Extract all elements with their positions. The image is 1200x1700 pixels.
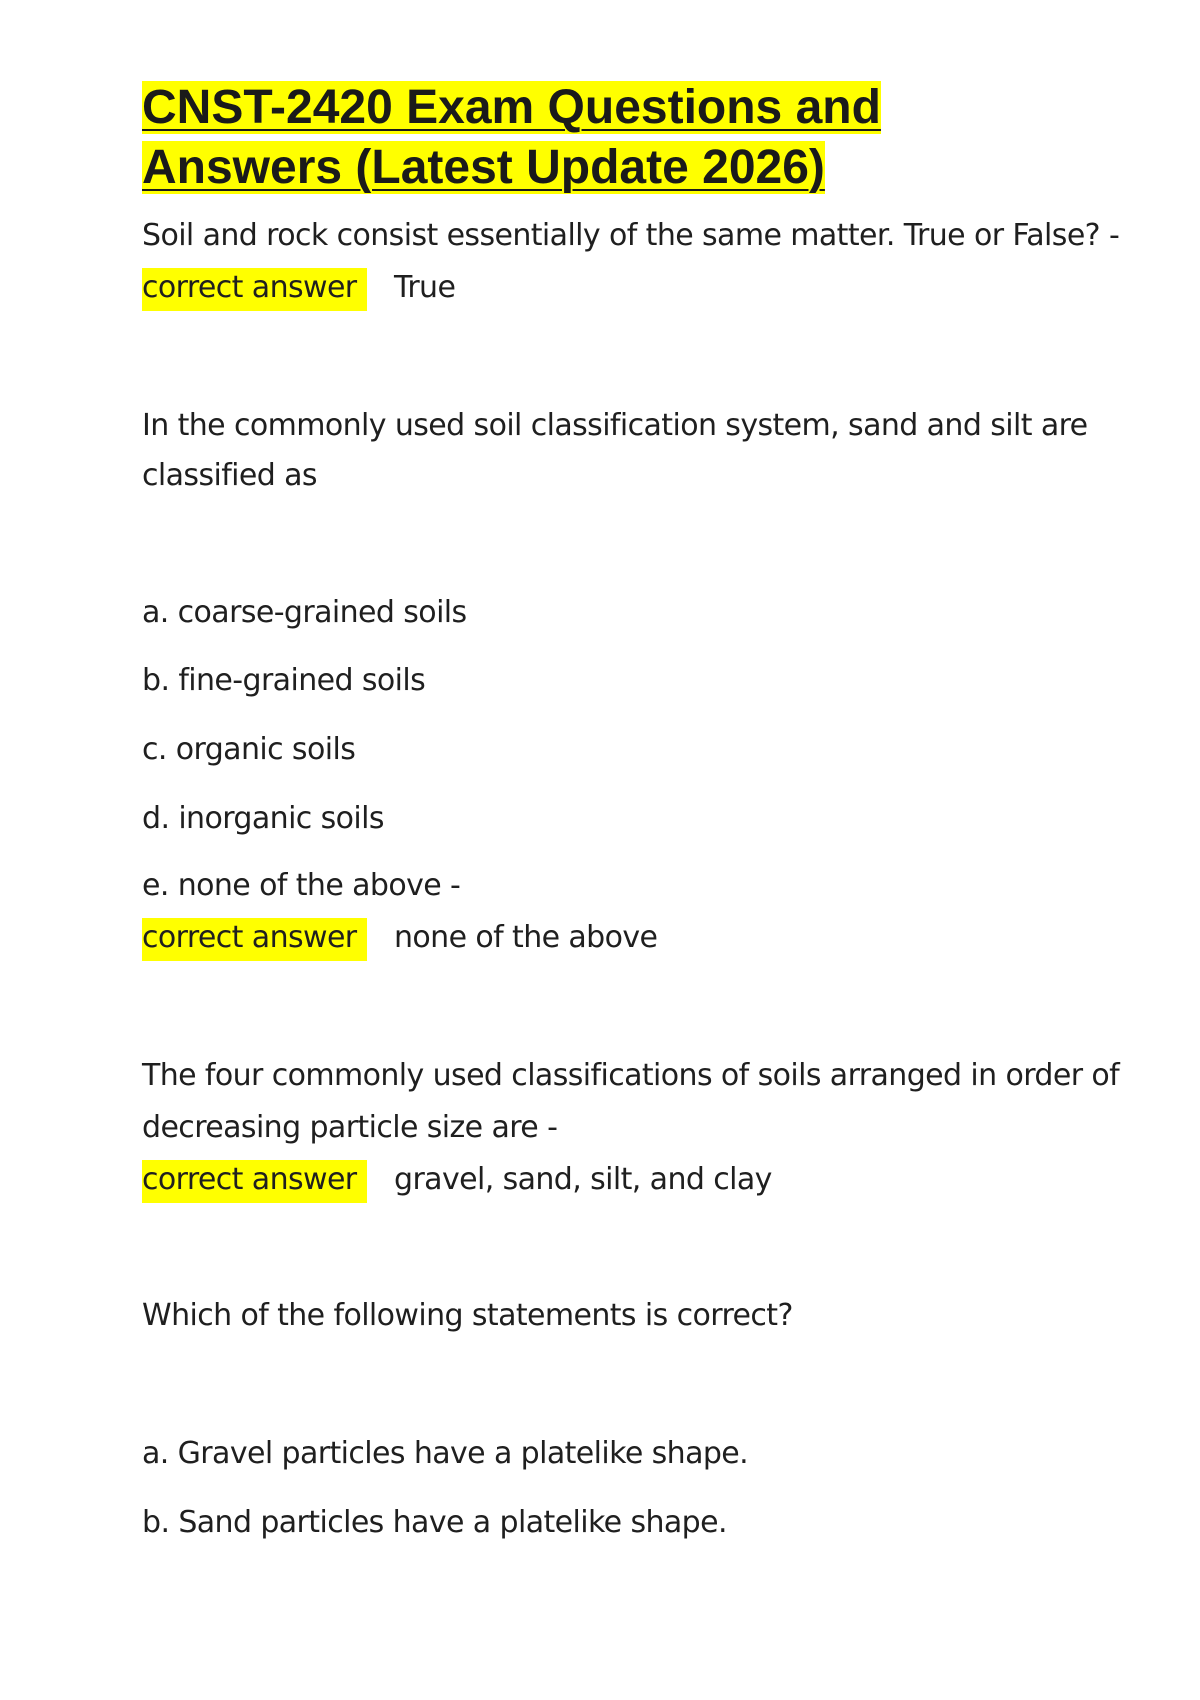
question-3-answer: gravel, sand, silt, and clay [394,1162,772,1197]
question-1-answer-row [142,262,367,314]
correct-answer-label: correct answer [142,268,367,311]
question-2-option-c: c. organic soils [142,732,356,767]
correct-answer-label: correct answer [142,1160,367,1203]
question-3-text-line-1: The four commonly used classifications of soils arranged in order of [142,1058,1120,1093]
question-2-option-e: e. none of the above - [142,868,461,903]
question-2-option-a: a. coarse-grained soils [142,595,467,630]
question-2-text-line-2: classified as [142,458,317,493]
question-3-answer-row [142,1154,367,1206]
question-2-option-b: b. fine-grained soils [142,663,426,698]
document-title [142,78,881,198]
question-2-answer: none of the above [394,920,658,955]
question-4-option-a: a. Gravel particles have a platelike shape. [142,1436,749,1471]
correct-answer-label: correct answer [142,918,367,961]
question-3-text-line-2: decreasing particle size are - [142,1110,558,1145]
question-1-text: Soil and rock consist essentially of the same matter. True or False? - [142,218,1120,253]
title-line-1: CNST-2420 Exam Questions and [142,81,881,134]
question-2-option-d: d. inorganic soils [142,801,384,836]
question-2-text-line-1: In the commonly used soil classification system, sand and silt are [142,408,1088,443]
title-line-2: Answers (Latest Update 2026) [142,141,825,194]
question-2-answer-row [142,912,367,964]
question-4-text: Which of the following statements is correct? [142,1298,793,1333]
question-1-answer: True [394,270,456,305]
question-4-option-b: b. Sand particles have a platelike shape. [142,1505,727,1540]
